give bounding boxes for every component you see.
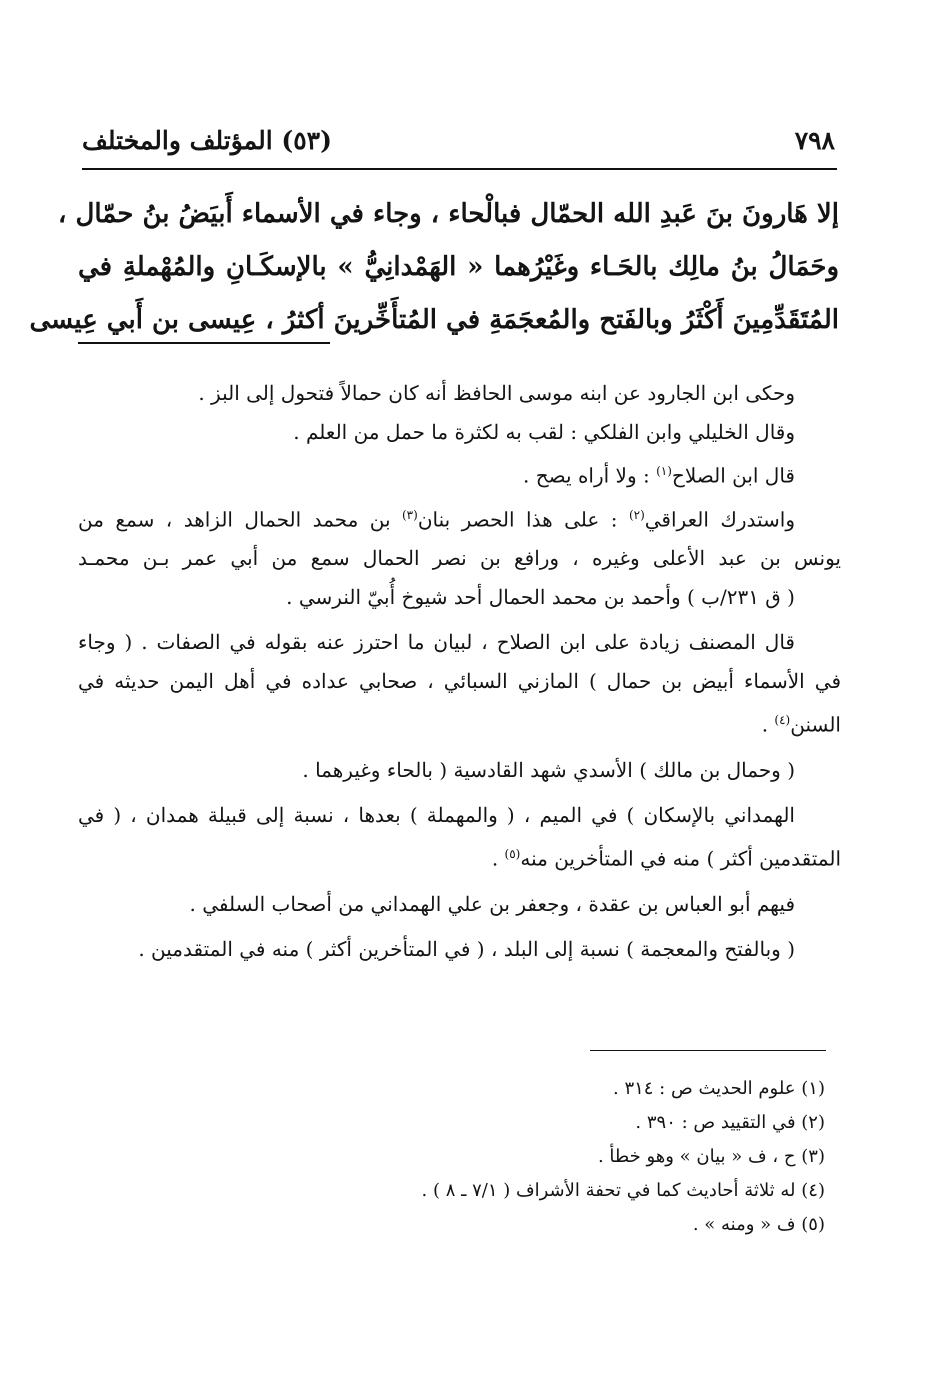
matn-line: إلا هَارونَ بنَ عَبدِ الله الحمّال فبالْحاء ، وجاء في الأسماء أَبيَضُ بنُ حمّال ، <box>58 199 839 229</box>
paragraph: وقال الخليلي وابن الفلكي : لقب به لكثرة ما حمل من العلم . <box>293 420 795 444</box>
footnote-divider <box>590 1050 826 1051</box>
footnote-ref: (٤) <box>774 713 791 728</box>
footnote-ref: (٥) <box>504 846 521 861</box>
commentary-text <box>78 374 841 969</box>
footnotes <box>78 1072 825 1242</box>
paragraph-line: الهمداني بالإسكان ) في الميم ، ( والمهملة ) بعدها ، نسبة إلى قبيلة همدان ، ( في <box>78 802 795 827</box>
page-header <box>82 126 835 166</box>
paragraph: ( وحمال بن مالك ) الأسدي شهد القادسية ( بالحاء وغيرهما . <box>302 757 795 782</box>
paragraph-line: المتقدمين أكثر ) منه في المتأخرين منه$^{(٥)}$ . <box>491 846 841 871</box>
paragraph: وحكى ابن الجارود عن ابنه موسى الحافظ أنه كان حمالاً فتحول إلى البز . <box>198 381 795 405</box>
footnote-ref: (١) <box>656 464 672 478</box>
paragraph: قال ابن الصلاح$^{(١)}$ : ولا أراه يصح . <box>523 463 795 488</box>
matn-line: المُتَقَدِّمِينَ أَكْثَرُ وبالفَتح والمُعجَمَةِ في المُتأَخِّرينَ أكثرُ ، عِيسى بن أَبي عِيسى <box>29 305 839 335</box>
paragraph-line: يونس بن عبد الأعلى وغيره ، ورافع بن نصر الحمال سمع من أبي عمر بـن محمـد <box>78 546 841 571</box>
matn-underline <box>78 342 330 344</box>
footnote-ref: (٣) <box>401 507 418 522</box>
paragraph: فيهم أبو العباس بن عقدة ، وجعفر بن علي الهمداني من أصحاب السلفي . <box>189 891 795 916</box>
header-divider <box>82 168 837 170</box>
footnote: (١) علوم الحديث ص : ٣١٤ . <box>612 1078 825 1099</box>
paragraph-line: السنن$^{(٤)}$ . <box>761 712 841 737</box>
paragraph: ( وبالفتح والمعجمة ) نسبة إلى البلد ، ( في المتأخرين أكثر ) منه في المتقدمين . <box>138 936 795 961</box>
matn-line: وحَمَالُ بنُ مالِك بالحَـاء وغَيْرُهما « الهَمْدانِيُّ » بالإسكَـانِ والمُهْملةِ في <box>78 252 839 282</box>
page-number: ٧٩٨ <box>794 126 835 155</box>
paragraph-line: في الأسماء أبيض بن حمال ) المازني السبائي ، صحابي عداده في أهل اليمن حديثه في <box>78 669 841 694</box>
paragraph-line: ( ق ٢٣١/ب ) وأحمد بن محمد الحمال أحد شيوخ أُبيّ النرسي . <box>286 585 795 610</box>
footnote: (٥) ف « ومنه » . <box>692 1214 825 1235</box>
footnote: (٢) في التقييد ص : ٣٩٠ . <box>635 1112 825 1133</box>
paragraph-line: واستدرك العراقي$^{(٢)}$ : على هذا الحصر بنان$^{(٣)}$ بن محمد الحمال الزاهد ، سمع من <box>78 507 795 532</box>
paragraph-line: قال المصنف زيادة على ابن الصلاح ، لبيان ما احترز عنه بقوله في الصفات . ( وجاء <box>78 630 795 655</box>
footnote: (٣) ح ، ف « بيان » وهو خطأ . <box>597 1146 825 1167</box>
running-title: (٥٣) المؤتلف والمختلف <box>82 126 332 155</box>
matn-text <box>29 188 839 347</box>
footnote: (٤) له ثلاثة أحاديث كما في تحفة الأشراف ( ٧/١ ـ ٨ ) . <box>421 1180 825 1201</box>
footnote-ref: (٢) <box>628 507 645 522</box>
